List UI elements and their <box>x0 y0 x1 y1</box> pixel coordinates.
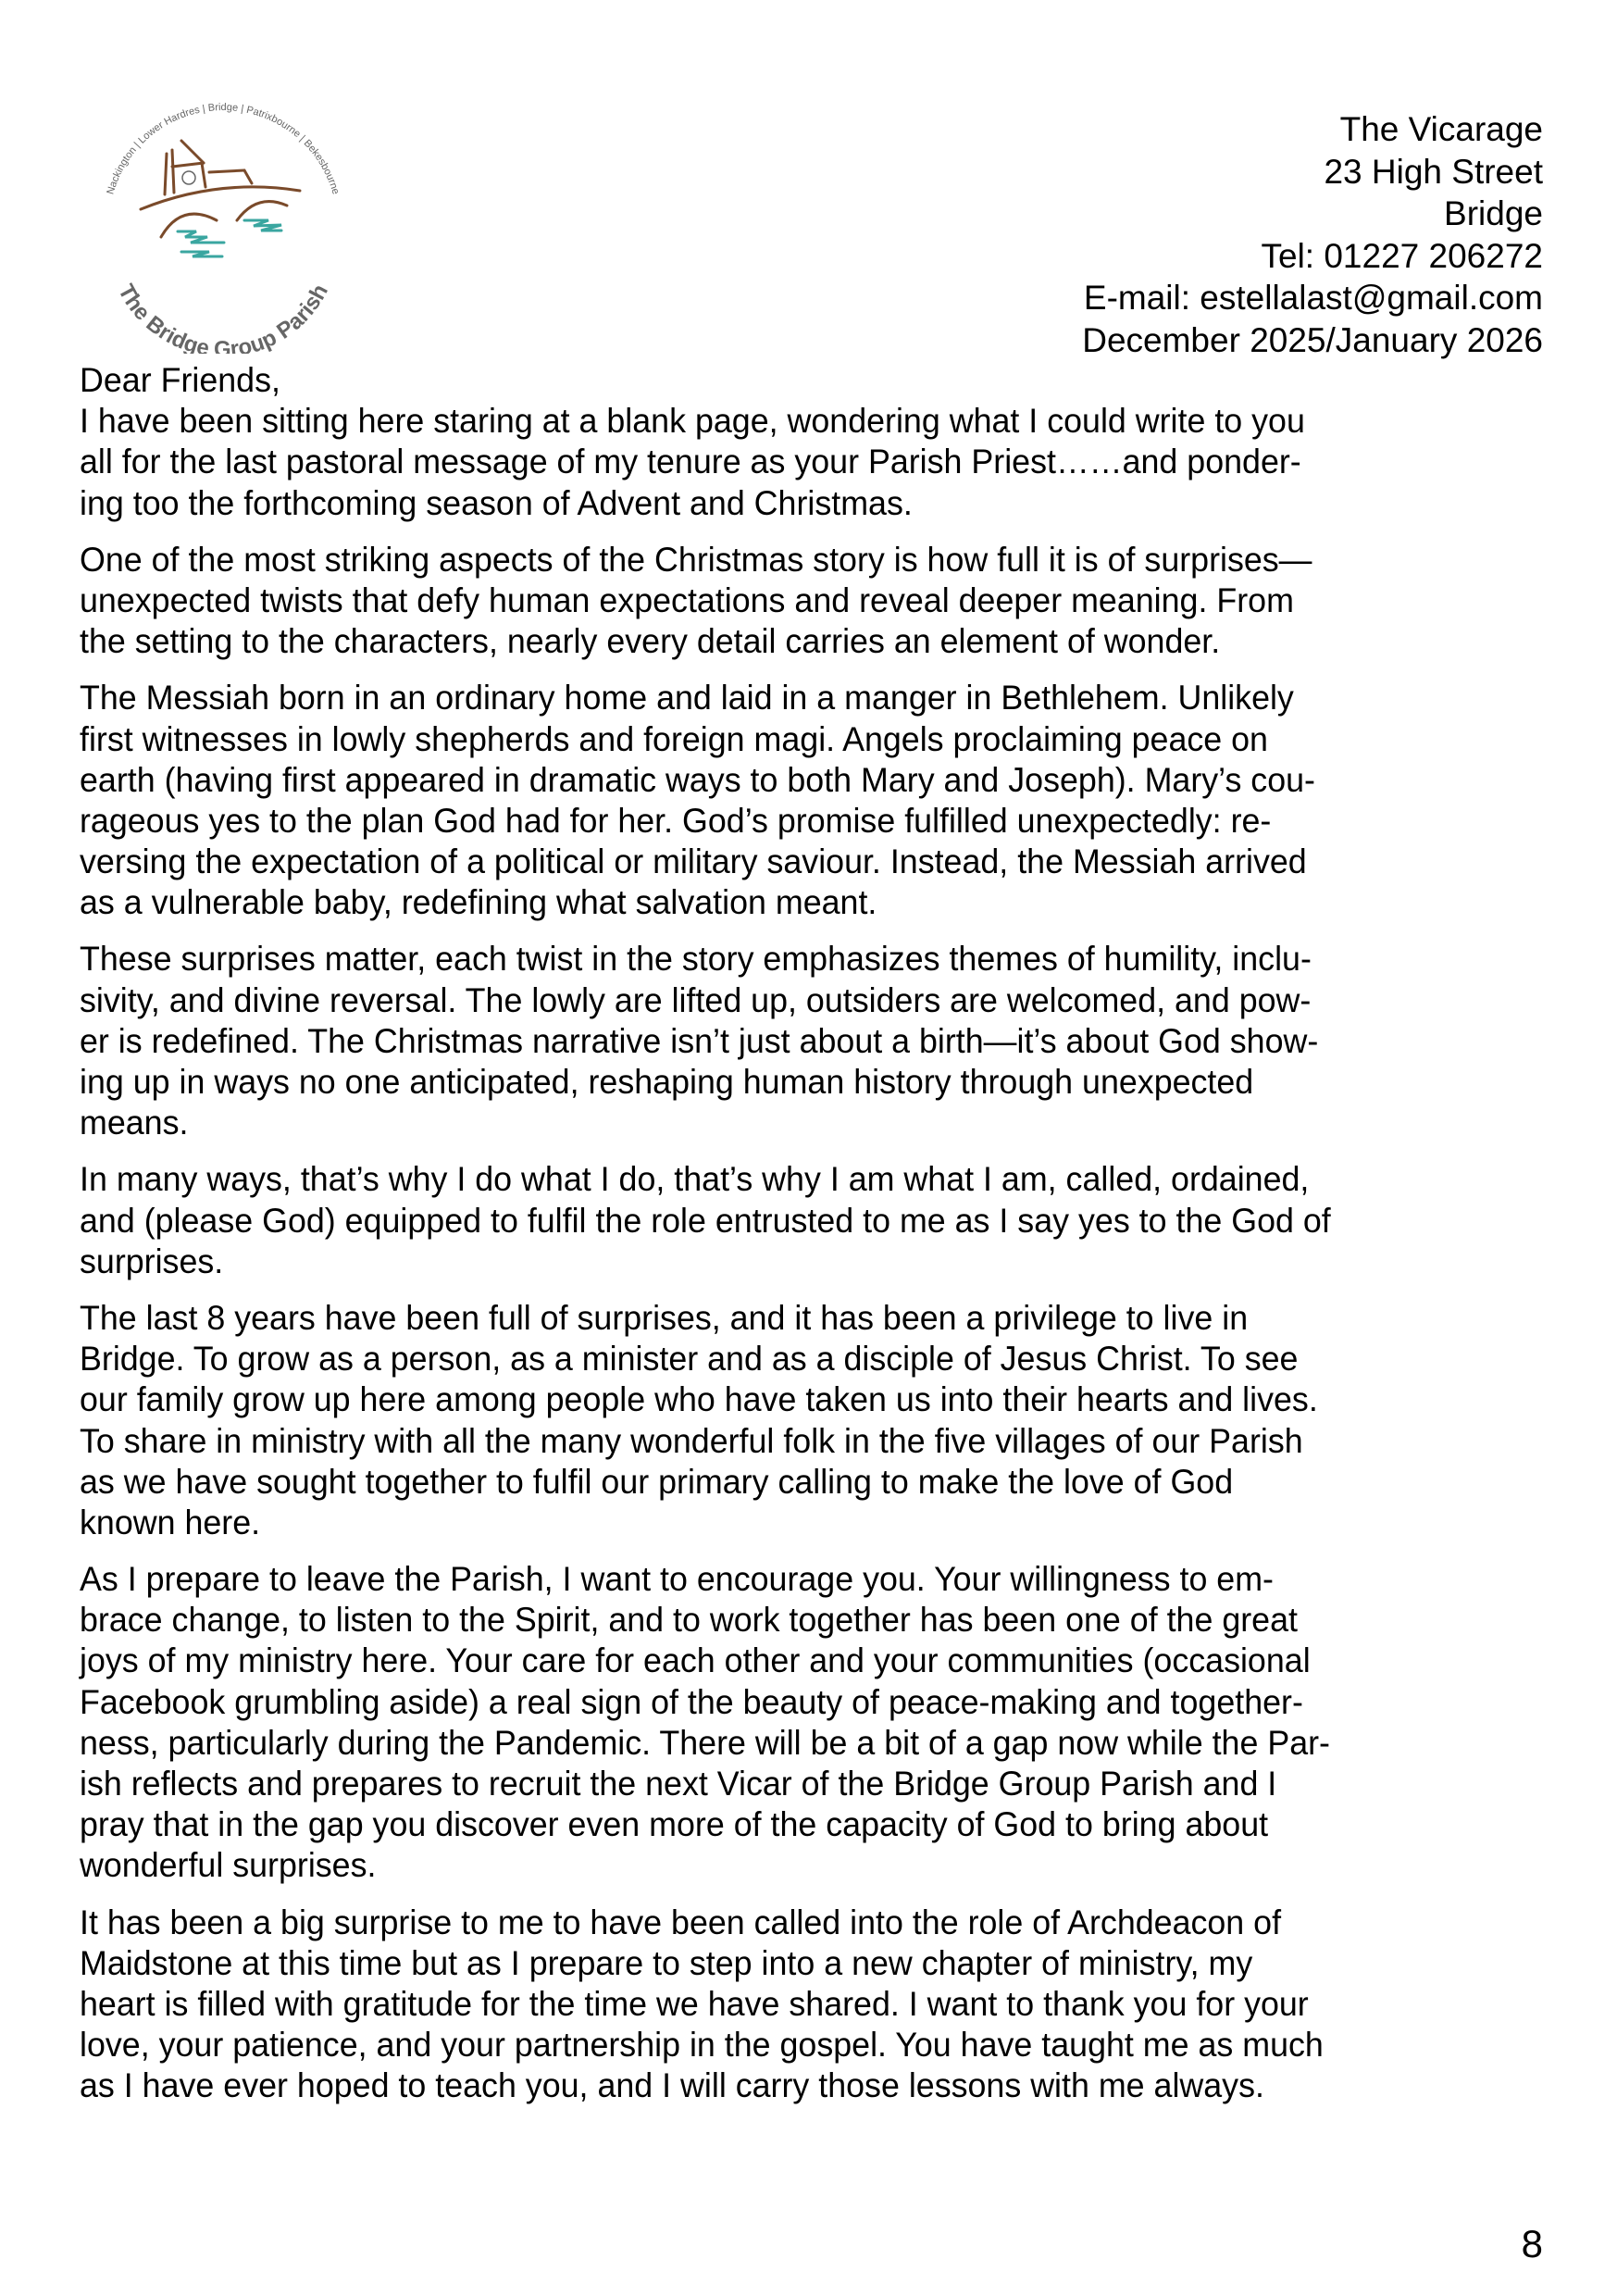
paragraph-line: er is redefined. The Christmas narrative isn’t just about a birth—it’s about God show- <box>80 1020 1319 1060</box>
parish-logo-graphic <box>89 85 357 354</box>
letter-date: December 2025/January 2026 <box>1082 320 1543 359</box>
paragraph-line: sivity, and divine reversal. The lowly are lifted up, outsiders are welcomed, and pow- <box>80 980 1312 1019</box>
address-line-3: Bridge <box>1444 194 1543 232</box>
paragraph-line: love, your patience, and your partnership in the gospel. You have taught me as much <box>80 2025 1324 2065</box>
paragraph-line: In many ways, that’s why I do what I do, that’s why I am what I am, called, ordained, <box>80 1159 1310 1199</box>
paragraph-line: as I have ever hoped to teach you, and I will carry those lessons with me always. <box>80 2065 1264 2105</box>
paragraph-line: as we have sought together to fulfil our primary calling to make the love of God <box>80 1461 1234 1501</box>
paragraph-line: earth (having first appeared in dramatic ways to both Mary and Joseph). Mary’s cou- <box>80 759 1315 799</box>
email: E-mail: estellalast@gmail.com <box>1083 279 1543 317</box>
paragraph-line: first witnesses in lowly shepherds and foreign magi. Angels proclaiming peace on <box>80 718 1268 758</box>
paragraph-line: These surprises matter, each twist in the story emphasizes themes of humility, inclu- <box>80 939 1312 979</box>
parish-logo <box>89 85 357 354</box>
water-icon <box>178 220 281 256</box>
paragraph-line: and (please God) equipped to fulfil the role entrusted to me as I say yes to the God of <box>80 1200 1331 1240</box>
telephone: Tel: 01227 206272 <box>1261 236 1543 275</box>
paragraph-line: Bridge. To grow as a person, as a minister and as a disciple of Jesus Christ. To see <box>80 1339 1299 1379</box>
paragraph-line: The last 8 years have been full of surprises, and it has been a privilege to live in <box>80 1297 1249 1337</box>
paragraph-line: means. <box>80 1103 189 1142</box>
paragraph-line: It has been a big surprise to me to have been called into the role of Archdeacon of <box>80 1902 1282 1941</box>
paragraph-line: ing up in ways no one anticipated, reshaping human history through unexpected <box>80 1062 1254 1101</box>
address-line-1: The Vicarage <box>1339 110 1543 148</box>
paragraph-line: One of the most striking aspects of the Christmas story is how full it is of surprises— <box>80 539 1312 579</box>
logo-parish-name: The Bridge Group Parish <box>113 280 333 354</box>
paragraph <box>80 1902 1561 2106</box>
paragraph-line: as a vulnerable baby, redefining what salvation meant. <box>80 882 877 922</box>
paragraph-line: all for the last pastoral message of my tenure as your Parish Priest……and ponder- <box>80 442 1301 481</box>
paragraph-line: pray that in the gap you discover even more of the capacity of God to bring about <box>80 1804 1269 1844</box>
paragraph-line: Facebook grumbling aside) a real sign of the beauty of peace-making and together- <box>80 1681 1303 1721</box>
clock-icon <box>182 171 195 184</box>
letter-paragraphs <box>80 400 1561 2105</box>
logo-ring-text: Nackington | Lower Hardres | Bridge | Patrixbourne | Bekesbourne <box>105 102 342 196</box>
paragraph-line: surprises. <box>80 1241 224 1280</box>
paragraph <box>80 677 1561 922</box>
paragraph-line: unexpected twists that defy human expectations and reveal deeper meaning. From <box>80 580 1294 619</box>
church-icon <box>141 141 300 237</box>
paragraph-line: As I prepare to leave the Parish, I want to encourage you. Your willingness to em- <box>80 1559 1274 1599</box>
paragraph <box>80 1558 1561 1886</box>
paragraph-line: rageous yes to the plan God had for her. God’s promise fulfilled unexpectedly: re- <box>80 800 1272 840</box>
paragraph <box>80 1158 1561 1281</box>
paragraph-line: our family grow up here among people who have taken us into their hearts and lives. <box>80 1379 1318 1419</box>
letter-body <box>80 359 1561 2122</box>
paragraph-line: To share in ministry with all the many wonderful folk in the five villages of our Parish <box>80 1420 1303 1460</box>
paragraph-line: The Messiah born in an ordinary home and laid in a manger in Bethlehem. Unlikely <box>80 678 1294 718</box>
paragraph-line: heart is filled with gratitude for the time we have shared. I want to thank you for your <box>80 1983 1309 2023</box>
paragraph-line: brace change, to listen to the Spirit, and to work together has been one of the great <box>80 1600 1298 1640</box>
paragraph-line: the setting to the characters, nearly every detail carries an element of wonder. <box>80 621 1221 661</box>
paragraph-line: joys of my ministry here. Your care for each other and your communities (occasional <box>80 1641 1311 1680</box>
page-number: 8 <box>1521 2222 1543 2265</box>
address-block <box>1082 108 1543 361</box>
paragraph-line: ing too the forthcoming season of Advent and Christmas. <box>80 482 913 522</box>
paragraph-line: versing the expectation of a political or military saviour. Instead, the Messiah arrived <box>80 842 1307 881</box>
address-line-2: 23 High Street <box>1324 152 1543 191</box>
paragraph-line: I have been sitting here staring at a blank page, wondering what I could write to you <box>80 401 1305 441</box>
paragraph-line: ish reflects and prepares to recruit the next Vicar of the Bridge Group Parish and I <box>80 1764 1277 1803</box>
paragraph <box>80 539 1561 662</box>
greeting: Dear Friends, <box>80 360 280 399</box>
paragraph-line: ness, particularly during the Pandemic. There will be a bit of a gap now while the Par- <box>80 1722 1330 1762</box>
paragraph-line: known here. <box>80 1502 261 1541</box>
paragraph-line: Maidstone at this time but as I prepare to step into a new chapter of ministry, my <box>80 1942 1253 1982</box>
paragraph-line: wonderful surprises. <box>80 1845 377 1885</box>
paragraph <box>80 400 1561 523</box>
paragraph <box>80 938 1561 1142</box>
paragraph <box>80 1297 1561 1542</box>
